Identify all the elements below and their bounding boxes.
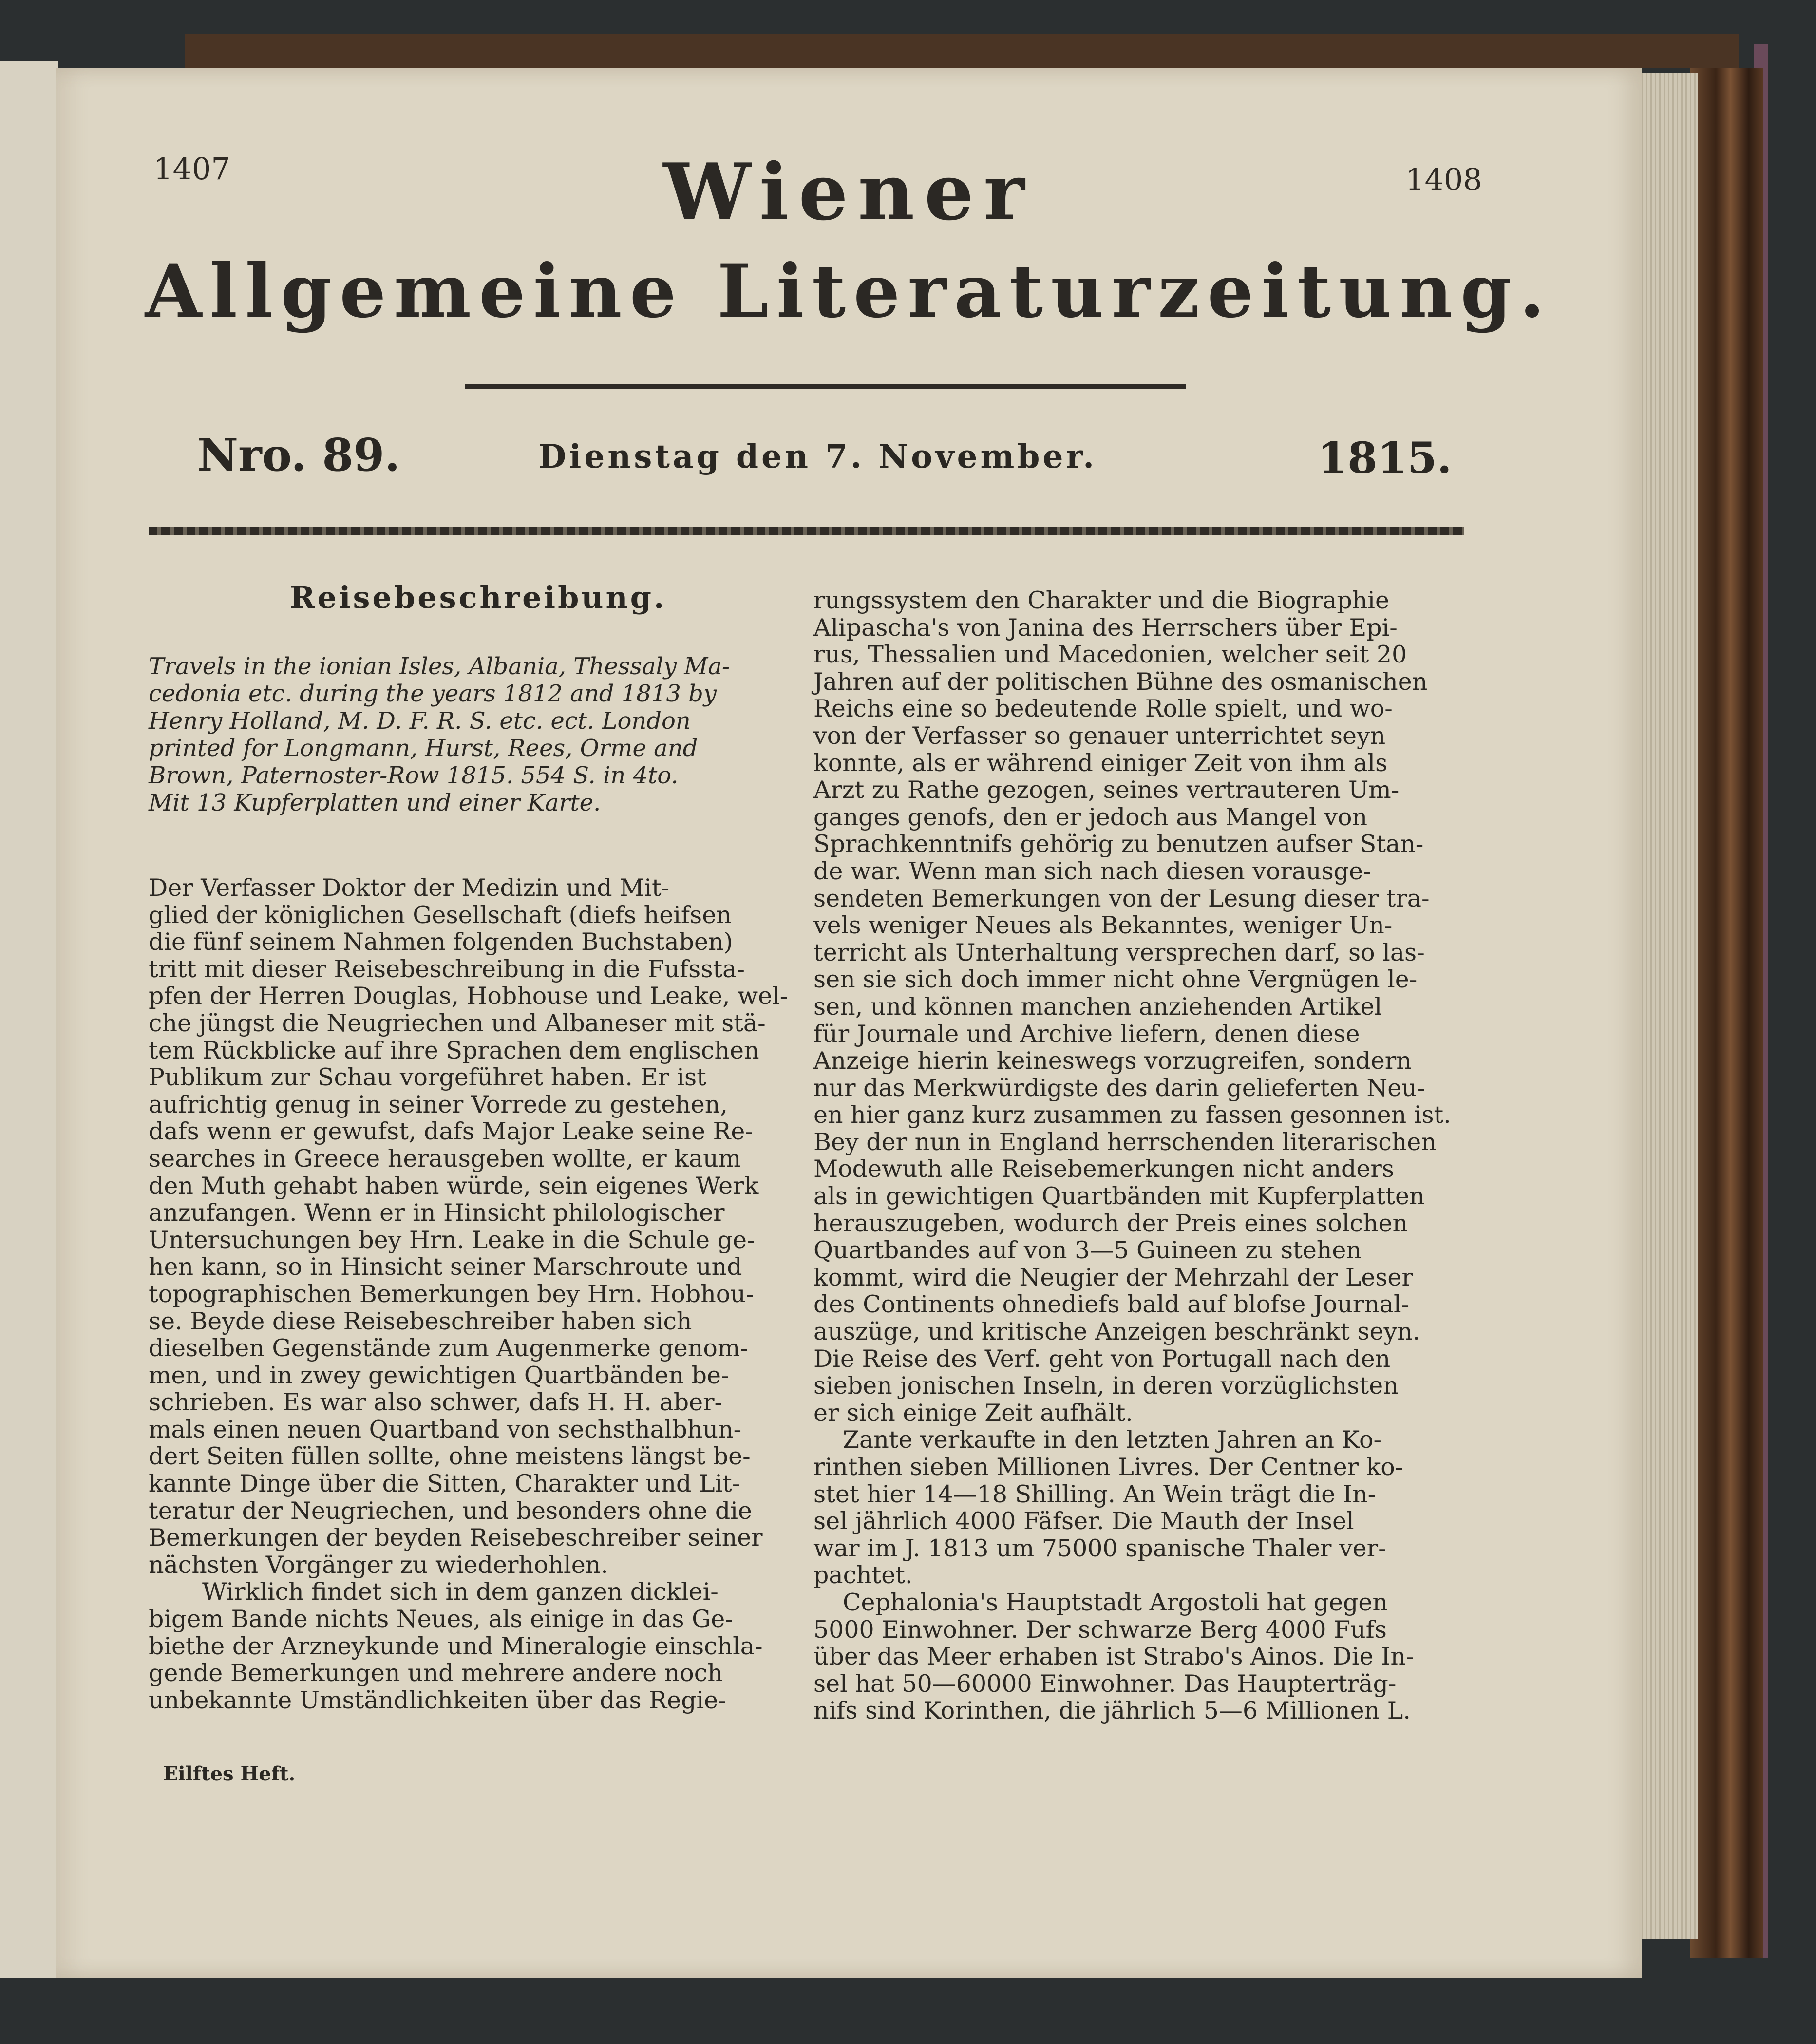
body-text-line: searches in Greece herausgeben wollte, er kaum [149,1144,741,1173]
body-text-line: Jahren auf der politischen Bühne des osmanischen [813,667,1428,696]
body-text-line: von der Verfasser so genauer unterrichtet seyn [813,721,1386,750]
body-text-line: che jüngst die Neugriechen und Albaneser mit stä- [149,1009,766,1037]
body-text-line: konnte, als er während einiger Zeit von ihm als [813,749,1388,777]
body-text-line: pfen der Herren Douglas, Hobhouse und Leake, wel- [149,982,788,1010]
body-text-line: stet hier 14—18 Shilling. An Wein trägt die In- [813,1480,1376,1508]
left-column-body [149,874,796,1714]
body-text-line: sieben jonischen Inseln, in deren vorzüglichsten [813,1372,1399,1400]
signature-mark: Eilftes Heft. [163,1762,296,1785]
body-text-line: für Journale und Archive liefern, denen diese [813,1020,1360,1048]
body-text-line: sen sie sich doch immer nicht ohne Vergnügen le- [813,965,1418,994]
body-text-line: Sprachkenntnifs gehörig zu benutzen aufser Stan- [813,830,1424,858]
body-text-line: aufrichtig genug in seiner Vorrede zu gestehen, [149,1090,728,1118]
body-text-line: des Continents ohnediefs bald auf blofse Journal- [813,1290,1410,1319]
page-number-right: 1408 [1405,162,1482,197]
body-text-line: ganges genofs, den er jedoch aus Mangel von [813,803,1368,831]
body-text-line: sel hat 50—60000 Einwohner. Das Haupterträg- [813,1669,1397,1698]
page-stack-edges [1634,73,1698,1939]
body-text-line: pachtet. [813,1561,913,1590]
body-text-line: tem Rückblicke auf ihre Sprachen dem englischen [149,1036,759,1064]
body-text-line: de war. Wenn man sich nach diesen vorausge- [813,857,1371,885]
body-text-line: tritt mit dieser Reisebeschreibung in die Fufssta- [149,955,745,983]
header-divider [149,527,1464,535]
book-cover-edge [1690,68,1763,1958]
body-text-line: nächsten Vorgänger zu wiederhohlen. [149,1551,608,1579]
body-text-line: über das Meer erhaben ist Strabo's Ainos. Die In- [813,1643,1414,1671]
body-text-line: dert Seiten füllen sollte, ohne meistens längst be- [149,1442,751,1471]
body-text-line: glied der königlichen Gesellschaft (diefs heifsen [149,901,732,929]
body-text-line: se. Beyde diese Reisebeschreiber haben sich [149,1307,692,1335]
body-text-line: hen kann, so in Hinsicht seiner Marschroute und [149,1253,742,1281]
body-text-line: unbekannte Umständlichkeiten über das Regie- [149,1686,726,1714]
citation-line: Henry Holland, M. D. F. R. S. etc. ect. London [149,707,691,735]
body-text-line: bigem Bande nichts Neues, als einige in das Ge- [149,1605,733,1633]
body-text-line: schrieben. Es war also schwer, dafs H. H. aber- [149,1388,723,1417]
body-text-line: Die Reise des Verf. geht von Portugall nach den [813,1344,1391,1373]
book-citation [149,653,796,816]
book-cover-top [185,34,1739,68]
body-text-line: Bemerkungen der beyden Reisebeschreiber seiner [149,1524,763,1552]
body-text-line: Reichs eine so bedeutende Rolle spielt, und wo- [813,695,1393,723]
body-text-line: kommt, wird die Neugier der Mehrzahl der Leser [813,1263,1413,1291]
body-text-line: kannte Dinge über die Sitten, Charakter und Lit- [149,1470,740,1498]
body-text-line: sendeten Bemerkungen von der Lesung dieser tra- [813,884,1430,912]
body-text-line: herauszugeben, wodurch der Preis eines solchen [813,1209,1408,1237]
body-text-line: dieselben Gegenstände zum Augenmerke genom- [149,1334,748,1363]
body-text-line: Wirklich findet sich in dem ganzen dicklei- [202,1578,719,1606]
body-text-line: en hier ganz kurz zusammen zu fassen gesonnen ist. [813,1101,1451,1129]
body-text-line: Arzt zu Rathe gezogen, seines vertrauteren Um- [813,776,1400,804]
body-text-line: vels weniger Neues als Bekanntes, weniger Un- [813,911,1393,940]
body-text-line: anzufangen. Wenn er in Hinsicht philologischer [149,1199,725,1227]
body-text-line: war im J. 1813 um 75000 spanische Thaler ver- [813,1534,1386,1562]
body-text-line: sel jährlich 4000 Fäfser. Die Mauth der Insel [813,1507,1354,1535]
issue-year: 1815. [1318,433,1452,483]
section-title: Reisebeschreibung. [290,580,667,615]
body-text-line: mals einen neuen Quartband von sechsthalbhun- [149,1415,742,1443]
body-text-line: men, und in zwey gewichtigen Quartbänden be- [149,1361,729,1389]
body-text-line: als in gewichtigen Quartbänden mit Kupferplatten [813,1182,1425,1211]
body-text-line: Cephalonia's Hauptstadt Argostoli hat gegen [843,1588,1388,1616]
right-column-body [813,587,1461,1724]
body-text-line: gende Bemerkungen und mehrere andere noch [149,1659,723,1687]
body-text-line: nifs sind Korinthen, die jährlich 5—6 Millionen L. [813,1697,1411,1725]
body-text-line: auszüge, und kritische Anzeigen beschränkt seyn. [813,1318,1420,1346]
body-text-line: Quartbandes auf von 3—5 Guineen zu stehen [813,1236,1362,1265]
citation-line: Mit 13 Kupferplatten und einer Karte. [149,789,601,816]
body-text-line: Anzeige hierin keineswegs vorzugreifen, sondern [813,1047,1412,1075]
body-text-line: rungssystem den Charakter und die Biographie [813,587,1389,614]
issue-date: Dienstag den 7. November. [538,437,1097,475]
body-text-line: die fünf seinem Nahmen folgenden Buchstaben) [149,928,733,956]
page-number-left: 1407 [153,151,230,187]
citation-line: cedonia etc. during the years 1812 and 1813 by [149,680,717,707]
body-text-line: Zante verkaufte in den letzten Jahren an Ko- [843,1426,1382,1454]
body-text-line: Der Verfasser Doktor der Medizin und Mit- [149,874,670,902]
body-text-line: Modewuth alle Reisebemerkungen nicht anders [813,1155,1394,1183]
body-text-line: Untersuchungen bey Hrn. Leake in die Schule ge- [149,1226,755,1254]
masthead-title-line1: Wiener [663,146,1035,238]
body-text-line: Bey der nun in England herrschenden literarischen [813,1128,1437,1156]
body-text-line: dafs wenn er gewufst, dafs Major Leake seine Re- [149,1117,753,1146]
body-text-line: topographischen Bemerkungen bey Hrn. Hobhou- [149,1280,754,1308]
body-text-line: er sich einige Zeit aufhält. [813,1399,1133,1427]
body-text-line: Publikum zur Schau vorgeführet haben. Er ist [149,1063,706,1092]
citation-line: printed for Longmann, Hurst, Rees, Orme and [149,735,698,762]
masthead-rule [465,384,1186,389]
body-text-line: rinthen sieben Millionen Livres. Der Centner ko- [813,1453,1403,1481]
body-text-line: sen, und können manchen anziehenden Artikel [813,992,1382,1021]
body-text-line: Alipascha's von Janina des Herrschers über Epi- [813,613,1398,642]
body-text-line: den Muth gehabt haben würde, sein eigenes Werk [149,1172,759,1200]
issue-number: Nro. 89. [197,429,400,481]
newspaper-page [56,68,1642,1978]
citation-line: Brown, Paternoster-Row 1815. 554 S. in 4to. [149,762,679,789]
body-text-line: 5000 Einwohner. Der schwarze Berg 4000 Fufs [813,1615,1387,1644]
body-text-line: biethe der Arzneykunde und Mineralogie einschla- [149,1632,763,1660]
body-text-line: nur das Merkwürdigste des darin gelieferten Neu- [813,1074,1425,1102]
body-text-line: teratur der Neugriechen, und besonders ohne die [149,1496,752,1525]
masthead-title-line2: Allgemeine Literaturzeitung. [145,248,1553,334]
citation-line: Travels in the ionian Isles, Albania, Thessaly Ma- [149,653,730,680]
facing-page-edge [0,61,58,1978]
body-text-line: terricht als Unterhaltung versprechen darf, so las- [813,938,1425,966]
body-text-line: rus, Thessalien und Macedonien, welcher seit 20 [813,641,1407,669]
